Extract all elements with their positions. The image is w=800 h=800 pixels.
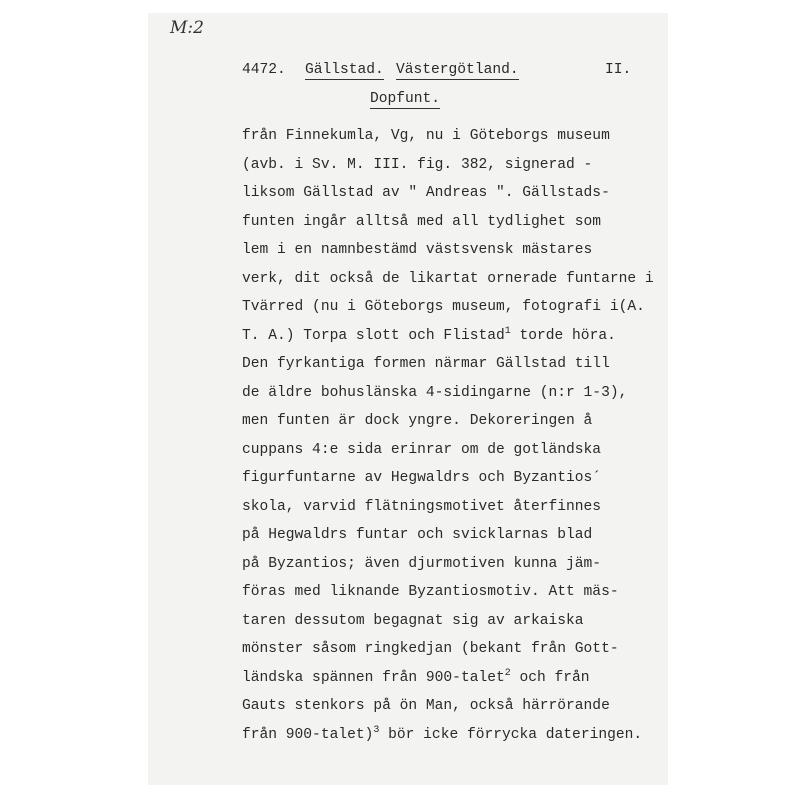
- volume-number: II.: [605, 62, 632, 78]
- subject-title: Dopfunt.: [370, 91, 441, 107]
- line-text-after: torde höra.: [510, 327, 616, 344]
- archive-mark: M:2: [170, 18, 204, 38]
- text-line: [242, 635, 654, 664]
- text-line: [242, 436, 654, 465]
- line-text: föras med liknande Byzantiosmotiv. Att mäs-: [242, 584, 619, 600]
- line-text-after: bör icke förrycka dateringen.: [379, 726, 643, 743]
- text-line: [242, 464, 654, 493]
- line-text: skola, varvid flätningsmotivet återfinnes: [242, 498, 602, 515]
- line-text: Tvärred (nu i Göteborgs museum, fotografi i(A.: [242, 299, 645, 315]
- place-name: Gällstad.: [305, 62, 384, 78]
- line-text: cuppans 4:e sida erinrar om de gotländska: [242, 441, 602, 458]
- line-text: på Hegwaldrs funtar och svicklarnas blad: [242, 527, 593, 543]
- line-text: Den fyrkantiga formen närmar Gällstad till: [242, 356, 610, 372]
- text-line: [242, 265, 654, 294]
- line-text: liksom Gällstad av " Andreas ". Gällstads-: [242, 185, 610, 201]
- text-line: [242, 721, 654, 750]
- line-text: figurfuntarne av Hegwaldrs och Byzantios´: [242, 470, 602, 486]
- text-line: [242, 350, 654, 379]
- line-text-after: och från: [510, 669, 590, 686]
- text-line: [242, 208, 654, 237]
- body-text: [242, 122, 654, 749]
- text-line: [242, 692, 654, 721]
- line-text: på Byzantios; även djurmotiven kunna jäm-: [242, 555, 602, 572]
- footnote-ref: 3: [373, 724, 380, 736]
- line-text: Gauts stenkors på ön Man, också härrörande: [242, 698, 610, 714]
- footnote-ref: 1: [504, 325, 511, 337]
- text-line: [242, 493, 654, 522]
- line-text: från Finnekumla, Vg, nu i Göteborgs museum: [242, 128, 610, 144]
- text-line: [242, 379, 654, 408]
- line-text: taren dessutom begagnat sig av arkaiska: [242, 612, 584, 629]
- footnote-ref: 2: [504, 667, 511, 679]
- province-name: Västergötland.: [396, 62, 519, 78]
- text-line: [242, 664, 654, 693]
- line-text: funten ingår alltså med all tydlighet som: [242, 213, 602, 230]
- text-line: [242, 521, 654, 550]
- line-text: från 900-talet): [242, 726, 374, 743]
- text-line: [242, 322, 654, 351]
- text-line: [242, 179, 654, 208]
- text-line: [242, 236, 654, 265]
- text-line: [242, 151, 654, 180]
- line-text: ländska spännen från 900-talet: [242, 669, 505, 686]
- text-line: [242, 550, 654, 579]
- text-line: [242, 607, 654, 636]
- text-line: [242, 122, 654, 151]
- line-text: mönster såsom ringkedjan (bekant från Gott-: [242, 641, 619, 657]
- entry-number: 4472.: [242, 62, 286, 78]
- line-text: men funten är dock yngre. Dekoreringen å: [242, 413, 593, 429]
- line-text: (avb. i Sv. M. III. fig. 382, signerad -: [242, 156, 593, 173]
- line-text: de äldre bohuslänska 4-sidingarne (n:r 1-3),: [242, 384, 628, 401]
- line-text: T. A.) Torpa slott och Flistad: [242, 327, 505, 344]
- line-text: lem i en namnbestämd västsvensk mästares: [242, 242, 593, 258]
- line-text: verk, dit också de likartat ornerade funtarne i: [242, 270, 654, 287]
- text-line: [242, 578, 654, 607]
- text-line: [242, 407, 654, 436]
- text-line: [242, 293, 654, 322]
